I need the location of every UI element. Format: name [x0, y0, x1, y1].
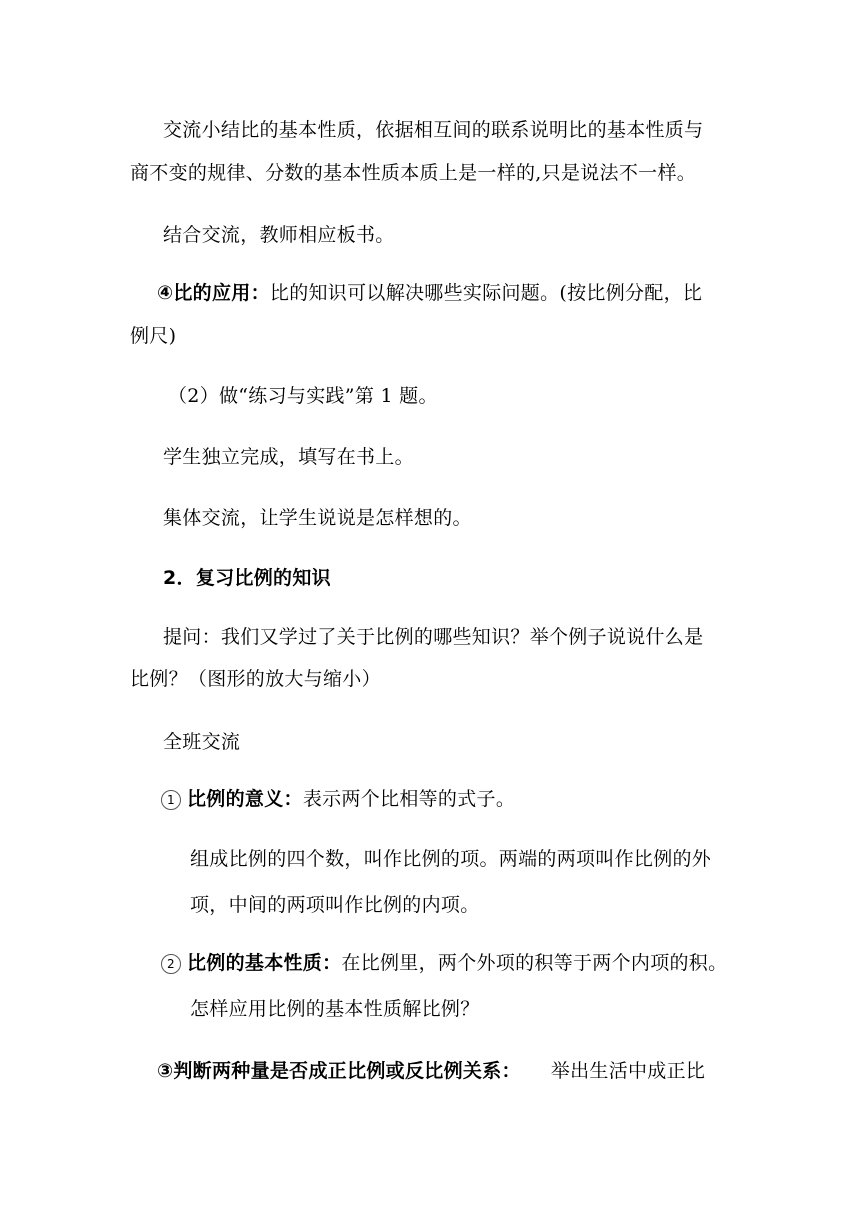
paragraph-ratio-application-line1	[157, 281, 702, 305]
list-item-proportion-meaning	[161, 787, 515, 811]
paragraph-question-line1: 提问：我们又学过了关于比例的哪些知识？举个例子说说什么是	[163, 626, 704, 648]
paragraph-exercise: （2）做“练习与实践”第 1 题。	[168, 385, 438, 407]
paragraph-group-discussion: 集体交流，让学生说说是怎样想的。	[163, 507, 472, 529]
proportion-terms-line1: 组成比例的四个数，叫作比例的项。两端的两项叫作比例的外	[190, 848, 712, 870]
paragraph-summary-line1: 交流小结比的基本性质，依据相互间的联系说明比的基本性质与	[163, 119, 704, 141]
paragraph-question-line2: 比例？（图形的放大与缩小）	[130, 668, 381, 690]
proportion-property-heading: 比例的基本性质：	[187, 952, 342, 974]
paragraph-summary-line2: 商不变的规律、分数的基本性质本质上是一样的,只是说法不一样。	[130, 162, 697, 184]
ratio-application-heading: ④比的应用：	[157, 282, 270, 304]
section-heading-proportion: 2．复习比例的知识	[163, 567, 331, 589]
paragraph-ratio-application-line2: 例尺)	[130, 325, 177, 347]
list-item-proportion-property	[161, 951, 727, 975]
proportion-property-question: 怎样应用比例的基本性质解比例？	[190, 998, 480, 1020]
circled-number-1: 1	[161, 790, 181, 810]
paragraph-board-writing: 结合交流，教师相应板书。	[163, 224, 395, 246]
judge-proportion-text: 举出生活中成正比	[550, 1060, 706, 1082]
proportion-meaning-text: 表示两个比相等的式子。	[302, 788, 516, 810]
list-item-judge-proportion	[157, 1059, 705, 1083]
paragraph-students-complete: 学生独立完成，填写在书上。	[163, 446, 414, 468]
proportion-terms-line2: 项，中间的两项叫作比例的内项。	[190, 894, 480, 916]
proportion-meaning-heading: 比例的意义：	[187, 788, 303, 810]
circled-number-2: 2	[161, 954, 181, 974]
ratio-application-text: 比的知识可以解决哪些实际问题。(按比例分配，比	[269, 282, 703, 304]
paragraph-class-discussion: 全班交流	[163, 731, 241, 753]
judge-proportion-heading: ③判断两种量是否成正比例或反比例关系：	[157, 1060, 521, 1082]
proportion-property-text: 在比例里，两个外项的积等于两个内项的积。	[341, 952, 728, 974]
